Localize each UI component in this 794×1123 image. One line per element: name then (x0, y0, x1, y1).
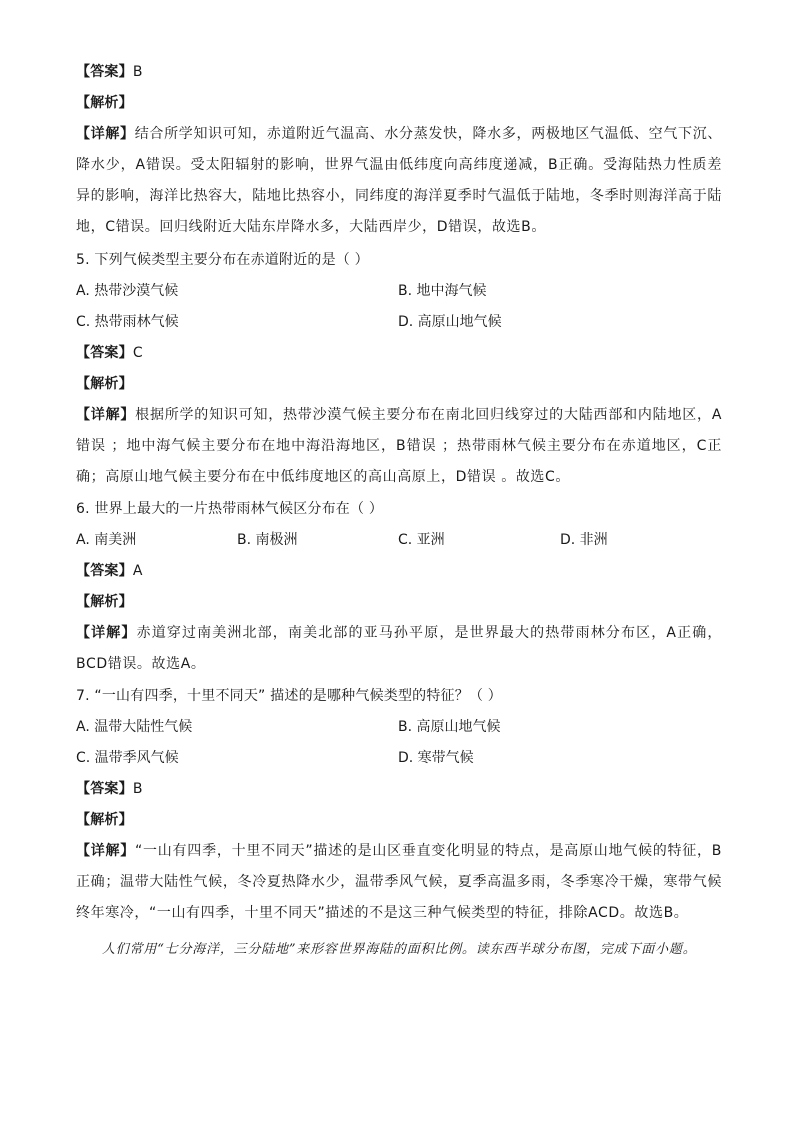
q7-answer-value: B (132, 781, 143, 797)
q5-detail (76, 400, 722, 493)
q7-stem: 7. “一山有四季，十里不同天” 描述的是哪种气候类型的特征？（ ） (76, 688, 503, 704)
q4-answer-line (76, 62, 143, 82)
q6-option-b: B. 南极洲 (237, 532, 298, 548)
q5-option-d: D. 高原山地气候 (398, 314, 502, 330)
q7-option-b: B. 高原山地气候 (398, 719, 501, 735)
q7-analysis-label: 【解析】 (76, 812, 133, 828)
q7-answer-line (76, 779, 143, 799)
q7-option-d: D. 寒带气候 (398, 750, 474, 766)
q5-answer-value: C (132, 345, 143, 361)
q5-stem: 5. 下列气候类型主要分布在赤道附近的是（ ） (76, 252, 369, 268)
q7-detail-text: “一山有四季，十里不同天”描述的是山区垂直变化明显的特点，是高原山地气候的特征，B正确；温带大陆性气候，冬冷夏热降水少，温带季风气候，夏季高温多雨，冬季寒冷干燥，寒带气候终年寒冷，“一山有四季，十里不同天”描述的不是这三种气候类型的特征，排除ACD。故选B。 (76, 843, 722, 921)
detail-label: 【详解】 (76, 625, 137, 641)
q7-detail (76, 836, 722, 929)
q6-detail-text: 赤道穿过南美洲北部，南美北部的亚马孙平原，是世界最大的热带雨林分布区，A正确，BCD错误。故选A。 (76, 625, 722, 672)
answer-label: 【答案】 (76, 781, 133, 797)
q6-answer-line (76, 561, 143, 581)
q4-analysis-label: 【解析】 (76, 95, 133, 111)
q4-answer-value: B (132, 64, 143, 80)
q4-detail-text: 结合所学知识可知，赤道附近气温高、水分蒸发快，降水多，两极地区气温低、空气下沉、降水少，A错误。受太阳辐射的影响，世界气温由低纬度向高纬度递减，B正确。受海陆热力性质差异的影响，海洋比热容大，陆地比热容小，同纬度的海洋夏季时气温低于陆地，冬季时则海洋高于陆地，C错误。回归线附近大陆东岸降水多，大陆西岸少，D错误，故选B。 (76, 126, 722, 235)
q5-option-a: A. 热带沙漠气候 (76, 283, 179, 299)
q6-stem: 6. 世界上最大的一片热带雨林气候区分布在（ ） (76, 501, 384, 517)
q7-option-c: C. 温带季风气候 (76, 750, 179, 766)
q6-option-a: A. 南美洲 (76, 532, 137, 548)
q6-answer-value: A (132, 563, 143, 579)
detail-label: 【详解】 (76, 843, 136, 859)
q5-analysis-label: 【解析】 (76, 376, 133, 392)
q5-option-c: C. 热带雨林气候 (76, 314, 179, 330)
answer-label: 【答案】 (76, 563, 133, 579)
detail-label: 【详解】 (76, 126, 135, 142)
detail-label: 【详解】 (76, 407, 136, 423)
answer-label: 【答案】 (76, 345, 133, 361)
q7-option-a: A. 温带大陆性气候 (76, 719, 193, 735)
q5-detail-text: 根据所学的知识可知，热带沙漠气候主要分布在南北回归线穿过的大陆西部和内陆地区，A错误 ；地中海气候主要分布在地中海沿海地区，B错误 ；热带雨林气候主要分布在赤道地区，C正确；高原山地气候主要分布在中低纬度地区的高山高原上，D错误 。故选C。 (76, 407, 723, 485)
answer-label: 【答案】 (76, 64, 133, 80)
q6-option-c: C. 亚洲 (398, 532, 445, 548)
q6-option-d: D. 非洲 (560, 532, 608, 548)
q5-option-b: B. 地中海气候 (398, 283, 487, 299)
next-group-intro: 人们常用“七分海洋，三分陆地”来形容世界海陆的面积比例。读东西半球分布图，完成下面小题。 (102, 942, 697, 957)
q4-detail (76, 119, 722, 243)
q6-detail (76, 618, 722, 680)
q5-answer-line (76, 343, 143, 363)
q6-analysis-label: 【解析】 (76, 594, 133, 610)
